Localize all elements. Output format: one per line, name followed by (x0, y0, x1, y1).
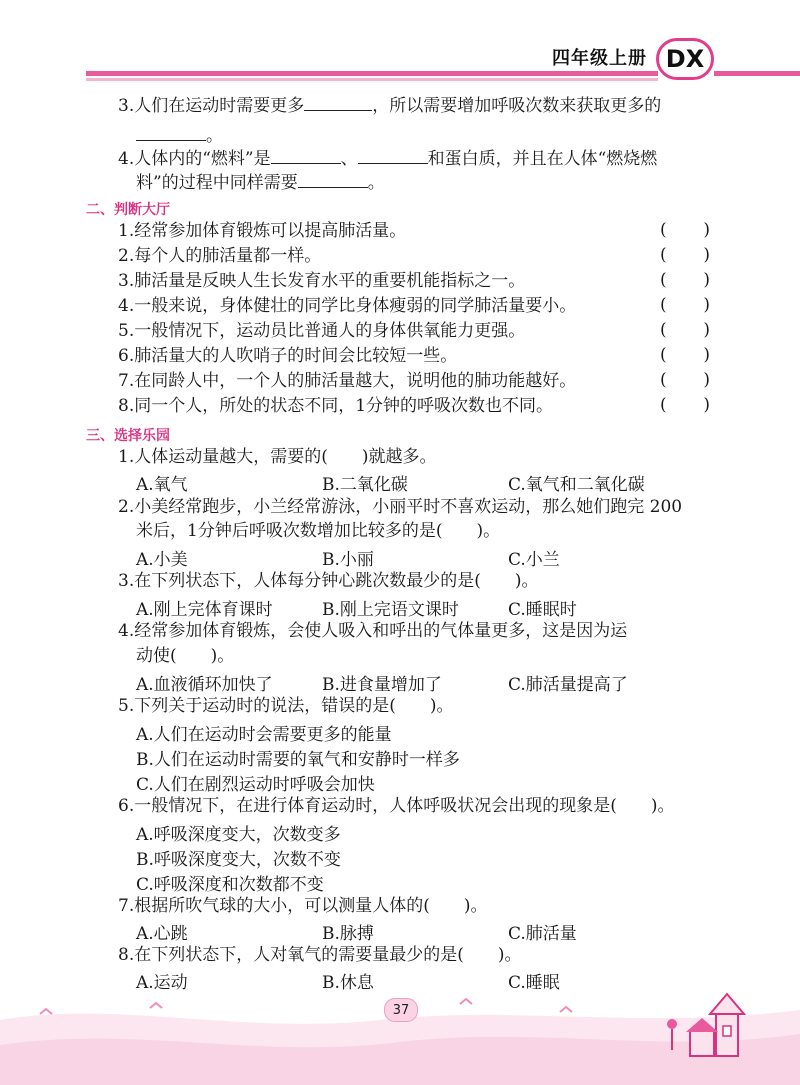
paren-close: ) (703, 395, 710, 415)
section-title-judge: 二、判断大厅 (86, 202, 170, 218)
judge-answer-parens[interactable] (660, 295, 710, 315)
paren-open: ( (660, 295, 667, 315)
header-rule (86, 71, 658, 76)
choice-q1-option-a[interactable]: A.氧气 (136, 475, 188, 495)
choice-q1: 1.人体运动量越大，需要的( )就越多。 (118, 447, 437, 467)
fill-q3-end: 。 (206, 126, 223, 146)
choice-q6-option-b[interactable]: B.呼吸深度变大，次数不变 (136, 850, 341, 870)
paren-close: ) (703, 245, 710, 265)
choice-q3: 3.在下列状态下，人体每分钟心跳次数最少的是( )。 (118, 571, 539, 591)
choice-q5: 5.下列关于运动时的说法，错误的是( )。 (118, 696, 454, 716)
paren-open: ( (660, 245, 667, 265)
paren-open: ( (660, 395, 667, 415)
choice-q7-option-c[interactable]: C.肺活量 (508, 924, 577, 944)
choice-q4-option-a[interactable]: A.血液循环加快了 (136, 675, 273, 695)
paren-open: ( (660, 370, 667, 390)
choice-q8: 8.在下列状态下，人对氧气的需要量最少的是( )。 (118, 945, 522, 965)
paren-close: ) (703, 370, 710, 390)
choice-q5-option-a[interactable]: A.人们在运动时会需要更多的能量 (136, 725, 392, 745)
judge-item: 2.每个人的肺活量都一样。 (118, 246, 322, 266)
fill-q4-line2 (136, 171, 385, 194)
choice-q8-option-c[interactable]: C.睡眠 (508, 973, 560, 993)
edition-badge: DX (656, 38, 714, 80)
choice-q3-option-c[interactable]: C.睡眠时 (508, 600, 577, 620)
choice-q2-line2: 米后，1分钟后呼吸次数增加比较多的是( )。 (136, 521, 501, 541)
choice-q4-line2: 动使( )。 (136, 646, 235, 666)
paren-close: ) (703, 295, 710, 315)
answer-blank[interactable] (358, 147, 428, 164)
fill-q3-text2: ，所以需要增加呼吸次数来获取更多的 (372, 96, 662, 116)
judge-item: 7.在同龄人中，一个人的肺活量越大，说明他的肺功能越好。 (118, 371, 577, 391)
judge-item: 3.肺活量是反映人生长发育水平的重要机能指标之一。 (118, 271, 526, 291)
answer-blank[interactable] (304, 94, 372, 111)
judge-answer-parens[interactable] (660, 320, 710, 340)
fill-q3-line1 (118, 94, 661, 117)
judge-item: 5.一般情况下，运动员比普通人的身体供氧能力更强。 (118, 321, 526, 341)
judge-item: 8.同一个人，所处的状态不同，1分钟的呼吸次数也不同。 (118, 396, 554, 416)
choice-q3-option-a[interactable]: A.刚上完体育课时 (136, 600, 273, 620)
section-title-choice: 三、选择乐园 (86, 428, 170, 444)
paren-open: ( (660, 270, 667, 290)
judge-answer-parens[interactable] (660, 345, 710, 365)
paren-close: ) (703, 220, 710, 240)
choice-q1-option-c[interactable]: C.氧气和二氧化碳 (508, 475, 645, 495)
choice-q8-option-b[interactable]: B.休息 (322, 973, 374, 993)
answer-blank[interactable] (136, 124, 206, 141)
choice-q6: 6.一般情况下，在进行体育运动时，人体呼吸状况会出现的现象是( )。 (118, 796, 675, 816)
judge-answer-parens[interactable] (660, 245, 710, 265)
judge-item: 6.肺活量大的人吹哨子的时间会比较短一些。 (118, 346, 458, 366)
header-rule-light (86, 78, 658, 81)
choice-q6-option-a[interactable]: A.呼吸深度变大，次数变多 (136, 825, 341, 845)
judge-item: 1.经常参加体育锻炼可以提高肺活量。 (118, 221, 407, 241)
page-number: 37 (384, 998, 418, 1022)
choice-q5-option-b[interactable]: B.人们在运动时需要的氧气和安静时一样多 (136, 750, 460, 770)
choice-q4-line1: 4.经常参加体育锻炼，会使人吸入和呼出的气体量更多，这是因为运 (118, 621, 628, 641)
choice-q2-option-b[interactable]: B.小丽 (322, 550, 374, 570)
choice-q4-option-b[interactable]: B.进食量增加了 (322, 675, 442, 695)
choice-q2-option-a[interactable]: A.小美 (136, 550, 188, 570)
book-grade-label: 四年级上册 (552, 48, 647, 69)
answer-blank[interactable] (271, 147, 341, 164)
paren-open: ( (660, 220, 667, 240)
choice-q7-option-b[interactable]: B.脉搏 (322, 924, 374, 944)
fill-q4-text2: 和蛋白质，并且在人体“燃烧燃 (427, 149, 658, 169)
paren-close: ) (703, 320, 710, 340)
choice-q7-option-a[interactable]: A.心跳 (136, 924, 188, 944)
judge-answer-parens[interactable] (660, 220, 710, 240)
choice-q2-line1: 2.小美经常跑步，小兰经常游泳，小丽平时不喜欢运动，那么她们跑完 200 (118, 497, 683, 517)
fill-q4-end: 。 (367, 173, 385, 193)
judge-answer-parens[interactable] (660, 270, 710, 290)
choice-q3-option-b[interactable]: B.刚上完语文课时 (322, 600, 459, 620)
fill-q4-line1 (118, 147, 657, 170)
fill-q4-text: 4.人体内的“燃料”是 (118, 149, 271, 169)
choice-q1-option-b[interactable]: B.二氧化碳 (322, 475, 408, 495)
fill-q3-text: 3.人们在运动时需要更多 (118, 96, 305, 116)
fill-q4-sep: 、 (340, 149, 358, 169)
paren-close: ) (703, 270, 710, 290)
paren-open: ( (660, 320, 667, 340)
choice-q6-option-c[interactable]: C.呼吸深度和次数都不变 (136, 875, 324, 895)
choice-q4-option-c[interactable]: C.肺活量提高了 (508, 675, 628, 695)
judge-answer-parens[interactable] (660, 370, 710, 390)
fill-q4-text3: 料”的过程中同样需要 (136, 173, 298, 193)
choice-q2-option-c[interactable]: C.小兰 (508, 550, 560, 570)
fill-q3-line2 (136, 124, 223, 147)
paren-close: ) (703, 345, 710, 365)
judge-answer-parens[interactable] (660, 395, 710, 415)
header-rule-right (714, 71, 800, 76)
choice-q5-option-c[interactable]: C.人们在剧烈运动时呼吸会加快 (136, 775, 375, 795)
paren-open: ( (660, 345, 667, 365)
choice-q8-option-a[interactable]: A.运动 (136, 973, 188, 993)
judge-item: 4.一般来说，身体健壮的同学比身体瘦弱的同学肺活量要小。 (118, 296, 577, 316)
choice-q7: 7.根据所吹气球的大小，可以测量人体的( )。 (118, 896, 488, 916)
answer-blank[interactable] (298, 171, 368, 188)
